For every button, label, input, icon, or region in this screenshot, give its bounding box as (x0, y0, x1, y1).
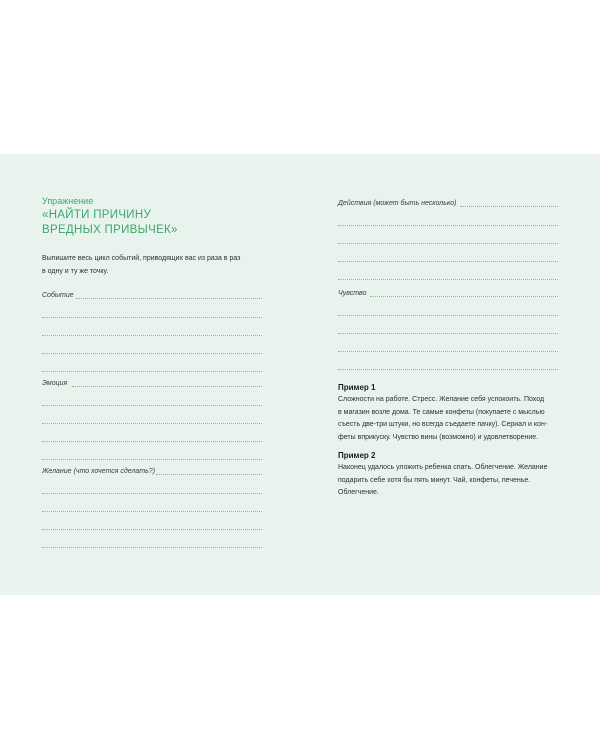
example-2-line: Облегчение. (338, 489, 379, 496)
emotion-fill-line (72, 386, 262, 387)
emotion-line[interactable] (42, 388, 262, 406)
event-fill-line (76, 298, 262, 299)
actions-label: Действия (может быть несколько) (338, 200, 459, 207)
example-2-line: подарить себе хотя бы пять минут. Чай, конфеты, печенье. (338, 476, 531, 484)
example-1-line: в магазин возле дома. Те самые конфеты (покупаете с мыслью (338, 408, 545, 416)
feeling-section (338, 280, 558, 370)
desire-line[interactable] (42, 512, 262, 530)
event-section (42, 282, 262, 372)
actions-label-line[interactable] (338, 190, 558, 208)
desire-label-line[interactable] (42, 458, 262, 476)
emotion-label-line[interactable] (42, 370, 262, 388)
example-1-line: феты вприкуску. Чувство вины (возможно) и удовлетворение. (338, 433, 539, 441)
feeling-label-line[interactable] (338, 280, 558, 298)
instructions-line2: в одну и ту же точку. (42, 267, 109, 275)
example-1-text (338, 394, 560, 444)
exercise-label: Упражнение (42, 196, 94, 206)
desire-section (42, 458, 262, 548)
desire-label: Желание (что хочется сделать?) (42, 468, 158, 475)
event-label-line[interactable] (42, 282, 262, 300)
feeling-line[interactable] (338, 298, 558, 316)
example-2-line: Наконец удалось уложить ребенка спать. Облегчение. Желание (338, 464, 548, 471)
actions-fill-line (460, 206, 558, 207)
example-2-title: Пример 2 (338, 451, 376, 460)
emotion-line[interactable] (42, 424, 262, 442)
emotion-line[interactable] (42, 406, 262, 424)
instructions-line1: Выпишите весь цикл событий, приводящих вас из раза в раз (42, 255, 241, 262)
actions-section (338, 190, 558, 280)
exercise-title-line2: ВРЕДНЫХ ПРИВЫЧЕК» (42, 224, 178, 236)
feeling-label: Чувство (338, 290, 369, 297)
feeling-line[interactable] (338, 334, 558, 352)
desire-line[interactable] (42, 530, 262, 548)
example-2-text (338, 462, 560, 500)
emotion-label: Эмоция (42, 380, 70, 387)
event-line[interactable] (42, 300, 262, 318)
actions-line[interactable] (338, 244, 558, 262)
desire-line[interactable] (42, 494, 262, 512)
workbook-spread (0, 154, 600, 595)
actions-line[interactable] (338, 208, 558, 226)
feeling-line[interactable] (338, 352, 558, 370)
event-line[interactable] (42, 318, 262, 336)
instructions (42, 253, 264, 278)
example-2 (338, 451, 560, 500)
exercise-title-line1: «НАЙТИ ПРИЧИНУ (42, 209, 152, 221)
event-label: Событие (42, 292, 77, 299)
desire-line[interactable] (42, 476, 262, 494)
example-1-line: съесть две-три штуки, но всегда съедаете пачку). Сериал и кон- (338, 421, 548, 428)
actions-line[interactable] (338, 262, 558, 280)
example-1-title: Пример 1 (338, 383, 376, 392)
feeling-line[interactable] (338, 316, 558, 334)
example-1-line: Сложности на работе. Стресс. Желание себя успокоить. Поход (338, 396, 545, 403)
feeling-fill-line (370, 296, 558, 297)
emotion-section (42, 370, 262, 460)
example-1 (338, 383, 560, 444)
desire-fill-line (156, 474, 262, 475)
event-line[interactable] (42, 336, 262, 354)
actions-line[interactable] (338, 226, 558, 244)
exercise-title (42, 208, 272, 238)
